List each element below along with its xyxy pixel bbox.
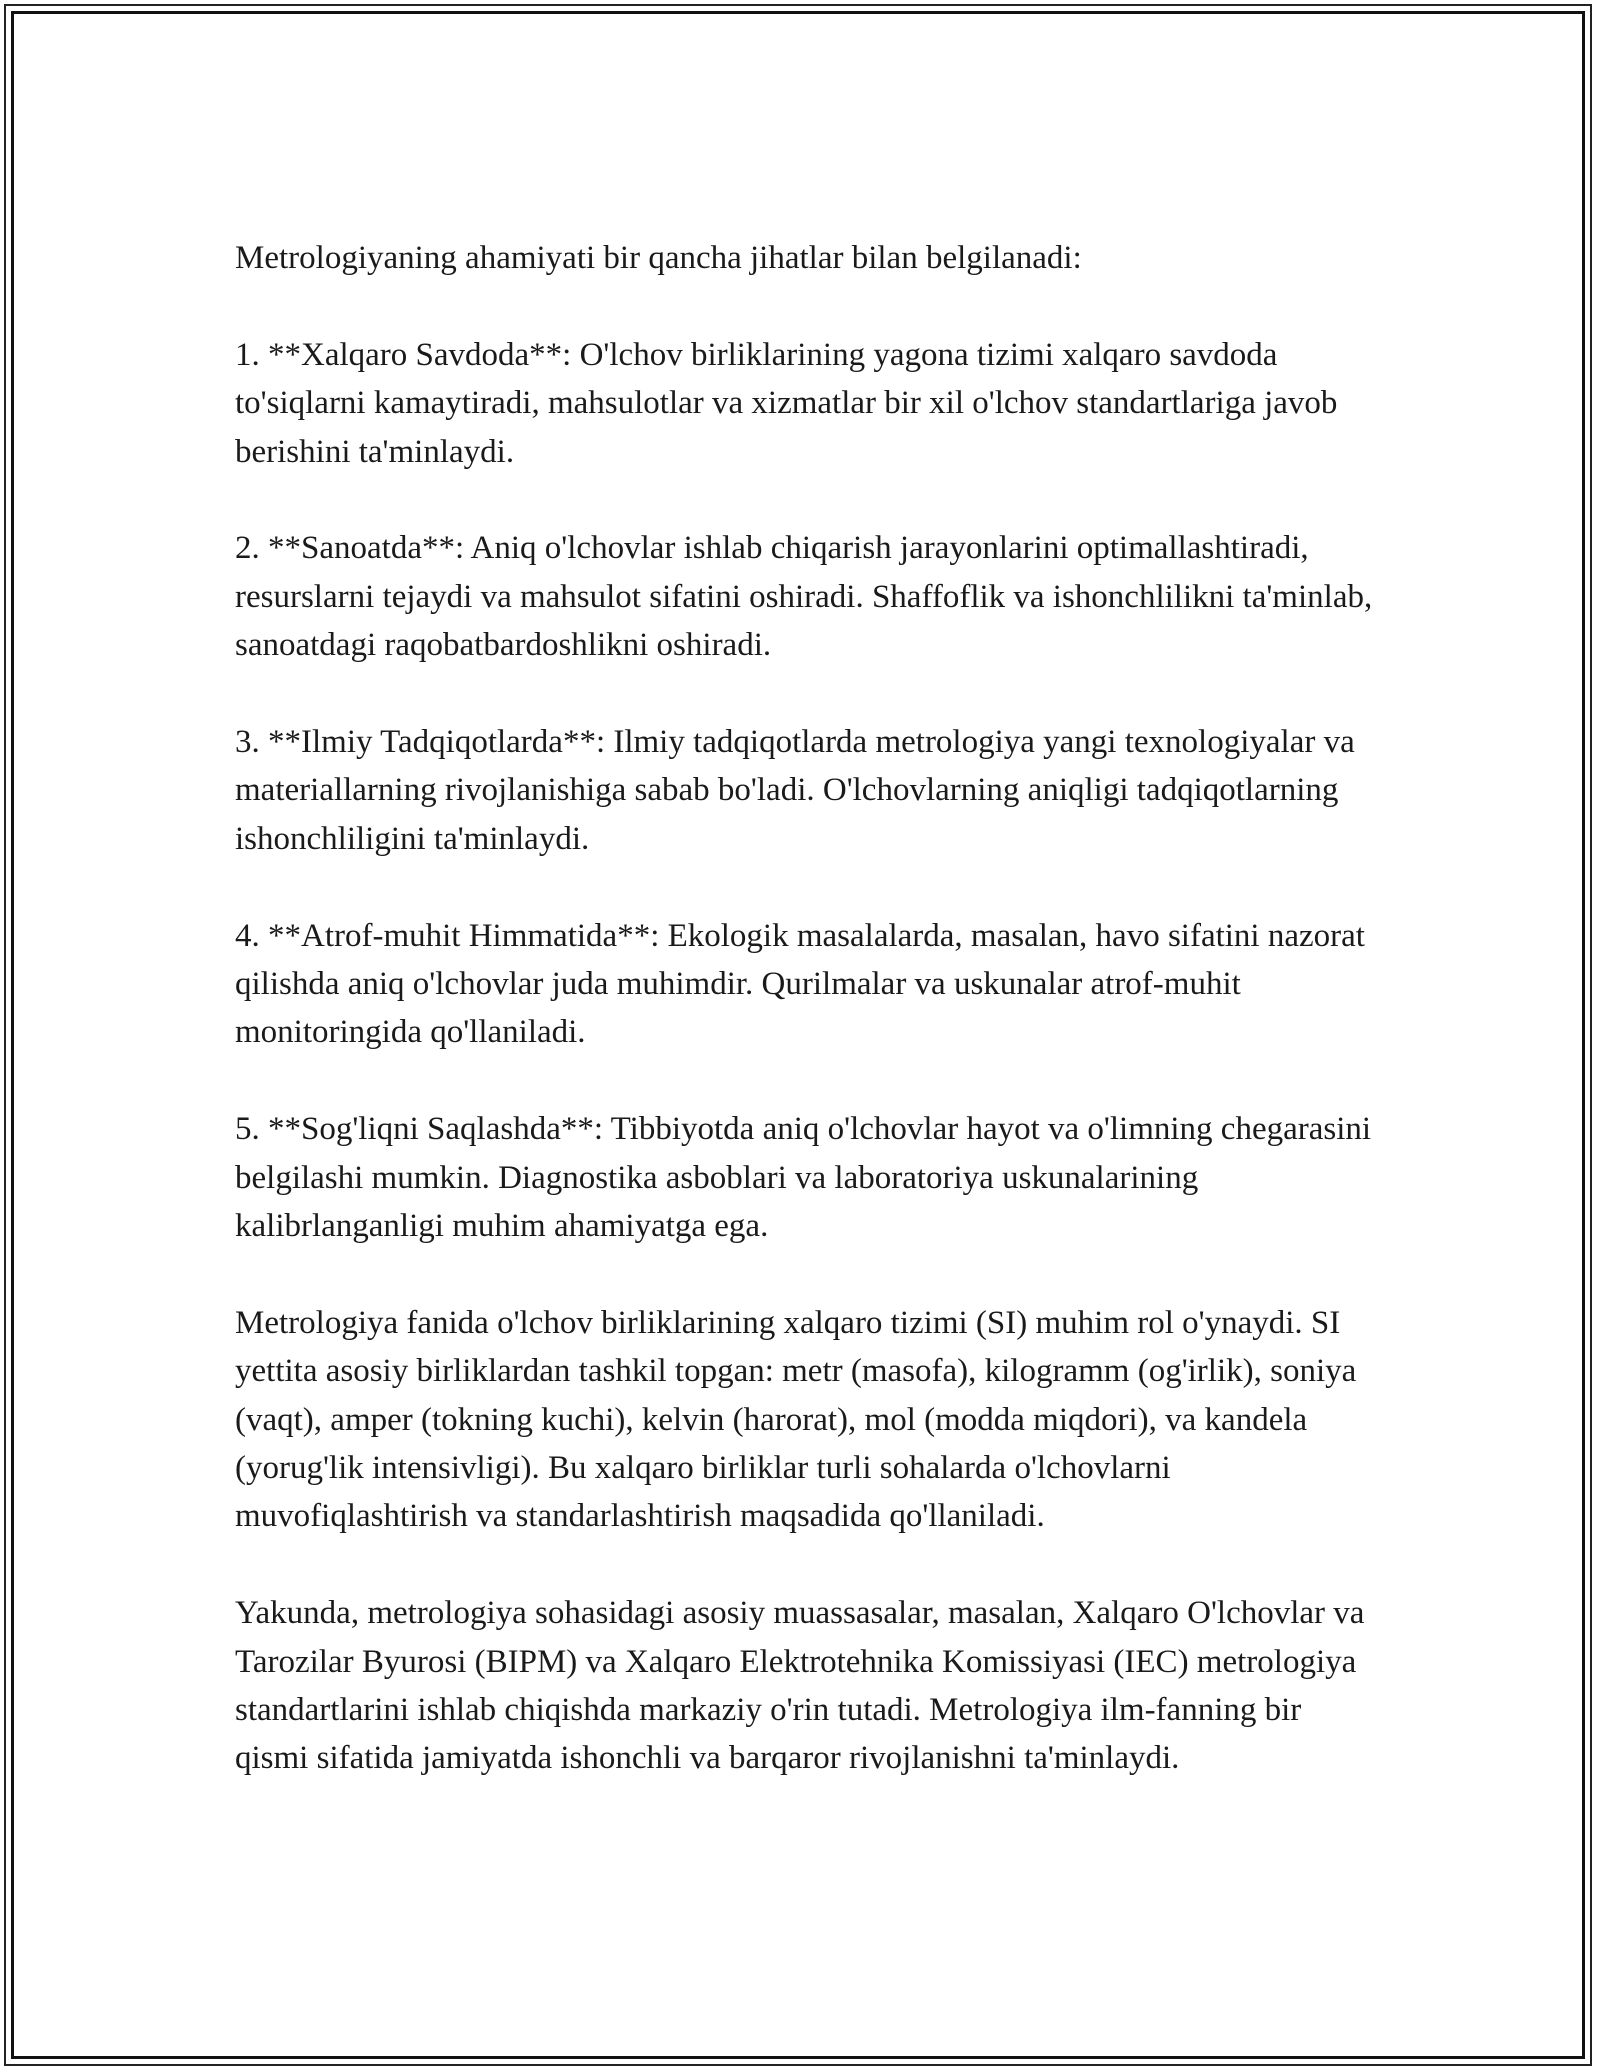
conclusion-paragraph: Yakunda, metrologiya sohasidagi asosiy muassasalar, masalan, Xalqaro O'lchovlar va Tarozilar Byurosi (BIPM) va Xalqaro Elektrotehnika Komissiyasi (IEC) metrologiya standartlarini ishlab chiqishda markaziy o'rin tutadi. Metrologiya ilm-fanning bir qismi sifatida jamiyatda ishonchli va barqaror rivojlanishni ta'minlaydi. bbox=[235, 1595, 1365, 1777]
list-item-international-trade: 1. **Xalqaro Savdoda**: O'lchov birliklarining yagona tizimi xalqaro savdoda to'siqlarni kamaytiradi, mahsulotlar va xizmatlar bir xil o'lchov standartlariga javob berishini ta'minlaydi. bbox=[235, 336, 1338, 470]
intro-paragraph: Metrologiyaning ahamiyati bir qancha jihatlar bilan belgilanadi: bbox=[235, 240, 1082, 276]
si-paragraph: Metrologiya fanida o'lchov birliklarining xalqaro tizimi (SI) muhim rol o'ynaydi. SI yettita asosiy birliklardan tashkil topgan: metr (masofa), kilogramm (og'irlik), soniya (vaqt), amper (tokning kuchi), kelvin (harorat), mol (modda miqdori), va kandela (yorug'lik intensivligi). Bu xalqaro birliklar turli sohalarda o'lchovlarni muvofiqlashtirish va standarlashtirish maqsadida qo'llaniladi. bbox=[235, 1304, 1357, 1535]
list-item-environment: 4. **Atrof-muhit Himmatida**: Ekologik masalalarda, masalan, havo sifatini nazorat qilishda aniq o'lchovlar juda muhimdir. Qurilmalar va uskunalar atrof-muhit monitoringida qo'llaniladi. bbox=[235, 917, 1365, 1051]
document-body bbox=[235, 234, 1375, 1831]
list-item-scientific-research: 3. **Ilmiy Tadqiqotlarda**: Ilmiy tadqiqotlarda metrologiya yangi texnologiyalar va materiallarning rivojlanishiga sabab bo'ladi. O'lchovlarning aniqligi tadqiqotlarning ishonchliligini ta'minlaydi. bbox=[235, 724, 1355, 857]
list-item-healthcare: 5. **Sog'liqni Saqlashda**: Tibbiyotda aniq o'lchovlar hayot va o'limning chegarasini belgilashi mumkin. Diagnostika asboblari va laboratoriya uskunalarining kalibrlanganligi muhim ahamiyatga ega. bbox=[235, 1111, 1372, 1245]
list-item-industry: 2. **Sanoatda**: Aniq o'lchovlar ishlab chiqarish jarayonlarini optimallashtiradi, resurslarni tejaydi va mahsulot sifatini oshiradi. Shaffoflik va ishonchlilikni ta'minlab, sanoatdagi raqobatbardoshlikni oshiradi. bbox=[235, 530, 1373, 664]
